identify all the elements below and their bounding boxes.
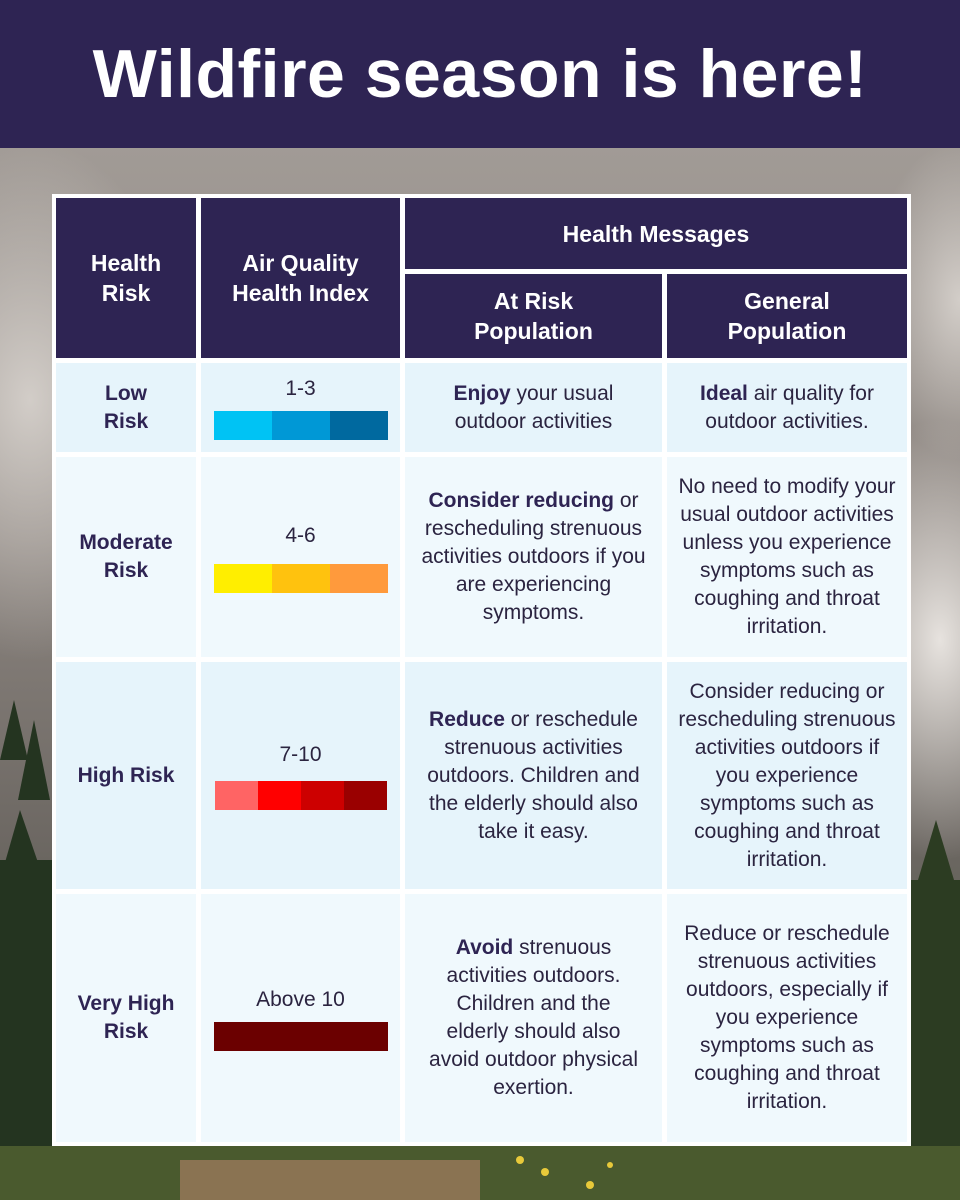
row-very-high-risk-at-risk-message: Avoid strenuous activities outdoors. Children and the elderly should also avoid outdoor physical exertion. <box>405 894 662 1142</box>
aqhi-range: 4-6 <box>285 523 316 547</box>
aqhi-range: 7-10 <box>279 743 322 766</box>
scale-segment <box>214 564 272 593</box>
aqhi-color-scale <box>214 411 388 440</box>
row-very-high-risk-index <box>201 894 400 1142</box>
header-health-risk: Health Risk <box>56 198 196 358</box>
aqhi-color-scale <box>214 1022 388 1051</box>
row-very-high-risk-label: Very High Risk <box>56 894 196 1142</box>
header-general-population: General Population <box>667 274 907 358</box>
row-low-risk-index <box>201 363 400 452</box>
scale-segment <box>272 564 330 593</box>
title-banner <box>0 0 960 148</box>
row-moderate-risk-index <box>201 457 400 657</box>
aqhi-range: Above 10 <box>256 987 345 1011</box>
row-moderate-risk-label: Moderate Risk <box>56 457 196 657</box>
row-moderate-risk-general-message: No need to modify your usual outdoor activities unless you experience symptoms such as coughing and throat irritation. <box>667 457 907 657</box>
scale-segment <box>214 1022 388 1051</box>
scale-segment <box>344 781 387 810</box>
row-low-risk-general-message: Ideal air quality for outdoor activities. <box>667 363 907 452</box>
aqhi-color-scale <box>214 564 388 593</box>
row-low-risk-label: Low Risk <box>56 363 196 452</box>
row-high-risk-index <box>201 662 400 889</box>
scale-segment <box>258 781 301 810</box>
row-moderate-risk-at-risk-message: Consider reducing or rescheduling strenuous activities outdoors if you are experiencing symptoms. <box>405 457 662 657</box>
header-health-messages: Health Messages <box>405 198 907 269</box>
row-high-risk-at-risk-message: Reduce or reschedule strenuous activities outdoors. Children and the elderly should also take it easy. <box>405 662 662 889</box>
scale-segment <box>272 411 330 440</box>
header-aqhi: Air Quality Health Index <box>201 198 400 358</box>
aqhi-color-scale <box>215 781 387 810</box>
row-high-risk-label: High Risk <box>56 662 196 889</box>
row-very-high-risk-general-message: Reduce or reschedule strenuous activities outdoors, especially if you experience symptoms such as coughing and throat irritation. <box>667 894 907 1142</box>
header-at-risk-population: At Risk Population <box>405 274 662 358</box>
row-high-risk-general-message: Consider reducing or rescheduling strenuous activities outdoors if you experience symptoms such as coughing and throat irritation. <box>667 662 907 889</box>
scale-segment <box>301 781 344 810</box>
scale-segment <box>215 781 258 810</box>
aqhi-range: 1-3 <box>285 377 316 400</box>
scale-segment <box>330 411 388 440</box>
row-low-risk-at-risk-message: Enjoy your usual outdoor activities <box>405 363 662 452</box>
page-title: Wildfire season is here! <box>92 36 868 112</box>
scale-segment <box>214 411 272 440</box>
aqhi-table <box>52 194 911 1146</box>
scale-segment <box>330 564 388 593</box>
